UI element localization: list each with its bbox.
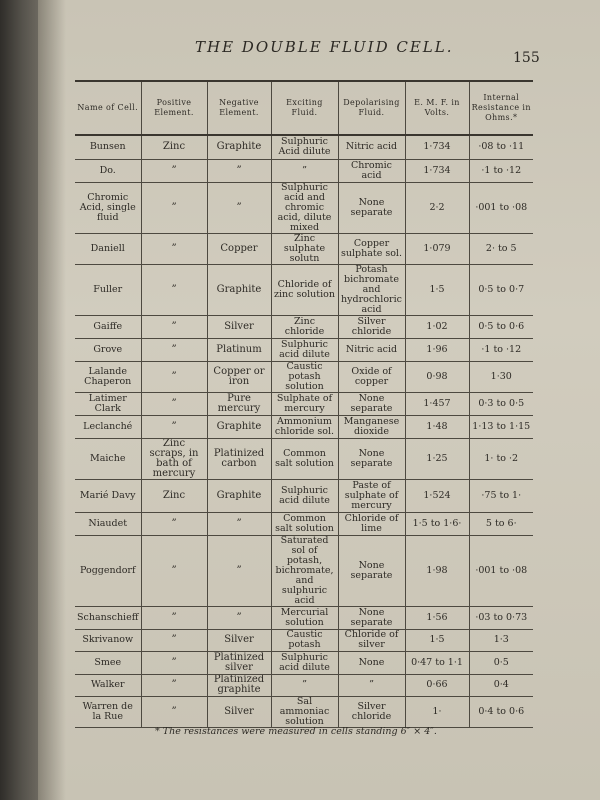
negative-element: Graphite	[207, 135, 271, 159]
table-row	[75, 479, 533, 512]
table-header	[75, 81, 533, 135]
table-row	[75, 182, 533, 233]
cell-name: Bunsen	[75, 135, 141, 159]
exciting-fluid: Caustic potash	[271, 629, 338, 651]
table-body	[75, 135, 533, 727]
resistance-value: 0·4	[469, 674, 533, 696]
depolarising-fluid: Chloride of lime	[338, 512, 405, 535]
exciting-fluid: Chloride of zinc solution	[271, 264, 338, 315]
exciting-fluid: Sal ammoniac solution	[271, 696, 338, 727]
emf-value: 1·079	[405, 233, 469, 264]
positive-element: Zinc scraps, in bath of mercury	[141, 438, 207, 479]
emf-value: 1·734	[405, 159, 469, 182]
negative-element: Silver	[207, 629, 271, 651]
table-row	[75, 415, 533, 438]
table-row	[75, 606, 533, 629]
emf-value: 0·66	[405, 674, 469, 696]
exciting-fluid: Sulphuric Acid dilute	[271, 135, 338, 159]
depolarising-fluid: None separate	[338, 392, 405, 415]
emf-value: 1·25	[405, 438, 469, 479]
emf-value: 1·524	[405, 479, 469, 512]
depolarising-fluid: None separate	[338, 535, 405, 606]
table-row	[75, 392, 533, 415]
emf-value: 1·734	[405, 135, 469, 159]
depolarising-fluid: None separate	[338, 182, 405, 233]
exciting-fluid: Ammonium chloride sol.	[271, 415, 338, 438]
positive-element: ”	[141, 512, 207, 535]
emf-value: 1·	[405, 696, 469, 727]
resistance-value: 1· to ·2	[469, 438, 533, 479]
emf-value: 1·48	[405, 415, 469, 438]
header-exciting-fluid: Exciting Fluid.	[271, 81, 338, 135]
resistance-value: 1·30	[469, 361, 533, 392]
negative-element: Platinized carbon	[207, 438, 271, 479]
resistance-value: ·08 to ·11	[469, 135, 533, 159]
cell-name: Skrivanow	[75, 629, 141, 651]
table-row	[75, 651, 533, 674]
emf-value: 1·5	[405, 629, 469, 651]
depolarising-fluid: Silver chloride	[338, 315, 405, 338]
exciting-fluid: Common salt solution	[271, 438, 338, 479]
table-row	[75, 438, 533, 479]
positive-element: ”	[141, 361, 207, 392]
emf-value: 1·457	[405, 392, 469, 415]
cell-name: Latimer Clark	[75, 392, 141, 415]
resistance-value: 0·5	[469, 651, 533, 674]
exciting-fluid: Zinc chloride	[271, 315, 338, 338]
negative-element: ”	[207, 159, 271, 182]
resistance-value: ·1 to ·12	[469, 159, 533, 182]
exciting-fluid: Saturated sol of potash, bichromate, and sulphuric acid	[271, 535, 338, 606]
exciting-fluid: Sulphuric acid and chromic acid, dilute mixed	[271, 182, 338, 233]
cell-name: Schanschieff	[75, 606, 141, 629]
depolarising-fluid: Nitric acid	[338, 135, 405, 159]
table-row	[75, 674, 533, 696]
positive-element: ”	[141, 535, 207, 606]
emf-value: 1·5	[405, 264, 469, 315]
table-row	[75, 159, 533, 182]
table-row	[75, 696, 533, 727]
resistance-value: 0·3 to 0·5	[469, 392, 533, 415]
cell-name: Grove	[75, 338, 141, 361]
emf-value: 1·96	[405, 338, 469, 361]
positive-element: ”	[141, 264, 207, 315]
resistance-value: 5 to 6·	[469, 512, 533, 535]
positive-element: ”	[141, 696, 207, 727]
emf-value: 1·5 to 1·6·	[405, 512, 469, 535]
positive-element: ”	[141, 182, 207, 233]
exciting-fluid: Sulphuric acid dilute	[271, 651, 338, 674]
resistance-value: 2· to 5	[469, 233, 533, 264]
resistance-value: ·1 to ·12	[469, 338, 533, 361]
exciting-fluid: ”	[271, 674, 338, 696]
depolarising-fluid: Silver chloride	[338, 696, 405, 727]
positive-element: Zinc	[141, 479, 207, 512]
positive-element: ”	[141, 159, 207, 182]
table-row	[75, 233, 533, 264]
exciting-fluid: Sulphuric acid dilute	[271, 338, 338, 361]
positive-element: ”	[141, 315, 207, 338]
positive-element: ”	[141, 674, 207, 696]
cell-name: Smee	[75, 651, 141, 674]
exciting-fluid: Sulphuric acid dilute	[271, 479, 338, 512]
depolarising-fluid: Oxide of copper	[338, 361, 405, 392]
positive-element: ”	[141, 629, 207, 651]
header-positive-element: Positive Element.	[141, 81, 207, 135]
negative-element: Graphite	[207, 415, 271, 438]
table-row	[75, 135, 533, 159]
resistance-value: ·03 to 0·73	[469, 606, 533, 629]
positive-element: ”	[141, 338, 207, 361]
exciting-fluid: Sulphate of mercury	[271, 392, 338, 415]
depolarising-fluid: Paste of sulphate of mercury	[338, 479, 405, 512]
depolarising-fluid: Copper sulphate sol.	[338, 233, 405, 264]
exciting-fluid: ”	[271, 159, 338, 182]
cell-name: Niaudet	[75, 512, 141, 535]
header-internal-resistance: Internal Resistance in Ohms.*	[469, 81, 533, 135]
resistance-value: 1·13 to 1·15	[469, 415, 533, 438]
negative-element: Silver	[207, 696, 271, 727]
depolarising-fluid: Potash bichromate and hydrochloric acid	[338, 264, 405, 315]
cell-name: Chromic Acid, single fluid	[75, 182, 141, 233]
emf-value: 1·02	[405, 315, 469, 338]
negative-element: Platinized silver	[207, 651, 271, 674]
exciting-fluid: Common salt solution	[271, 512, 338, 535]
resistance-value: ·001 to ·08	[469, 535, 533, 606]
emf-value: 1·56	[405, 606, 469, 629]
depolarising-fluid: None	[338, 651, 405, 674]
table-row	[75, 264, 533, 315]
table-row	[75, 315, 533, 338]
negative-element: ”	[207, 535, 271, 606]
negative-element: Platinum	[207, 338, 271, 361]
negative-element: ”	[207, 182, 271, 233]
depolarising-fluid: None separate	[338, 438, 405, 479]
table-row	[75, 361, 533, 392]
table-row	[75, 512, 533, 535]
header-emf: E. M. F. in Volts.	[405, 81, 469, 135]
depolarising-fluid: Chloride of silver	[338, 629, 405, 651]
negative-element: Graphite	[207, 479, 271, 512]
cell-name: Poggendorf	[75, 535, 141, 606]
cell-name: Warren de la Rue	[75, 696, 141, 727]
cell-name: Marié Davy	[75, 479, 141, 512]
header-depolarising-fluid: Depolarising Fluid.	[338, 81, 405, 135]
depolarising-fluid: None separate	[338, 606, 405, 629]
header-name: Name of Cell.	[75, 81, 141, 135]
resistance-value: 0·5 to 0·7	[469, 264, 533, 315]
facing-page-edge	[0, 0, 40, 800]
cell-name: Fuller	[75, 264, 141, 315]
negative-element: ”	[207, 606, 271, 629]
gutter-shadow	[38, 0, 66, 800]
resistance-value: 0·4 to 0·6	[469, 696, 533, 727]
cell-name: Gaiffe	[75, 315, 141, 338]
positive-element: Zinc	[141, 135, 207, 159]
cell-name: Do.	[75, 159, 141, 182]
negative-element: Platinized graphite	[207, 674, 271, 696]
resistance-value: 1·3	[469, 629, 533, 651]
depolarising-fluid: ”	[338, 674, 405, 696]
cell-name: Leclanché	[75, 415, 141, 438]
negative-element: Pure mercury	[207, 392, 271, 415]
emf-value: 0·47 to 1·1	[405, 651, 469, 674]
cell-name: Walker	[75, 674, 141, 696]
negative-element: Copper	[207, 233, 271, 264]
depolarising-fluid: Chromic acid	[338, 159, 405, 182]
exciting-fluid: Caustic potash solution	[271, 361, 338, 392]
running-title: THE DOUBLE FLUID CELL.	[195, 38, 454, 56]
table-row	[75, 535, 533, 606]
resistance-value: 0·5 to 0·6	[469, 315, 533, 338]
positive-element: ”	[141, 392, 207, 415]
positive-element: ”	[141, 606, 207, 629]
page-number: 155	[513, 50, 540, 66]
emf-value: 1·98	[405, 535, 469, 606]
resistance-value: ·001 to ·08	[469, 182, 533, 233]
footnote: * The resistances were measured in cells standing 6″ × 4″.	[155, 726, 437, 737]
depolarising-fluid: Manganese dioxide	[338, 415, 405, 438]
double-fluid-cell-table	[75, 80, 533, 728]
negative-element: Graphite	[207, 264, 271, 315]
negative-element: Copper or iron	[207, 361, 271, 392]
negative-element: Silver	[207, 315, 271, 338]
negative-element: ”	[207, 512, 271, 535]
emf-value: 2·2	[405, 182, 469, 233]
emf-value: 0·98	[405, 361, 469, 392]
positive-element: ”	[141, 233, 207, 264]
exciting-fluid: Mercurial solution	[271, 606, 338, 629]
header-negative-element: Negative Element.	[207, 81, 271, 135]
resistance-value: ·75 to 1·	[469, 479, 533, 512]
positive-element: ”	[141, 651, 207, 674]
cell-name: Lalande Chaperon	[75, 361, 141, 392]
cell-name: Maiche	[75, 438, 141, 479]
exciting-fluid: Zinc sulphate solutn	[271, 233, 338, 264]
table-row	[75, 629, 533, 651]
depolarising-fluid: Nitric acid	[338, 338, 405, 361]
positive-element: ”	[141, 415, 207, 438]
table-row	[75, 338, 533, 361]
cell-name: Daniell	[75, 233, 141, 264]
